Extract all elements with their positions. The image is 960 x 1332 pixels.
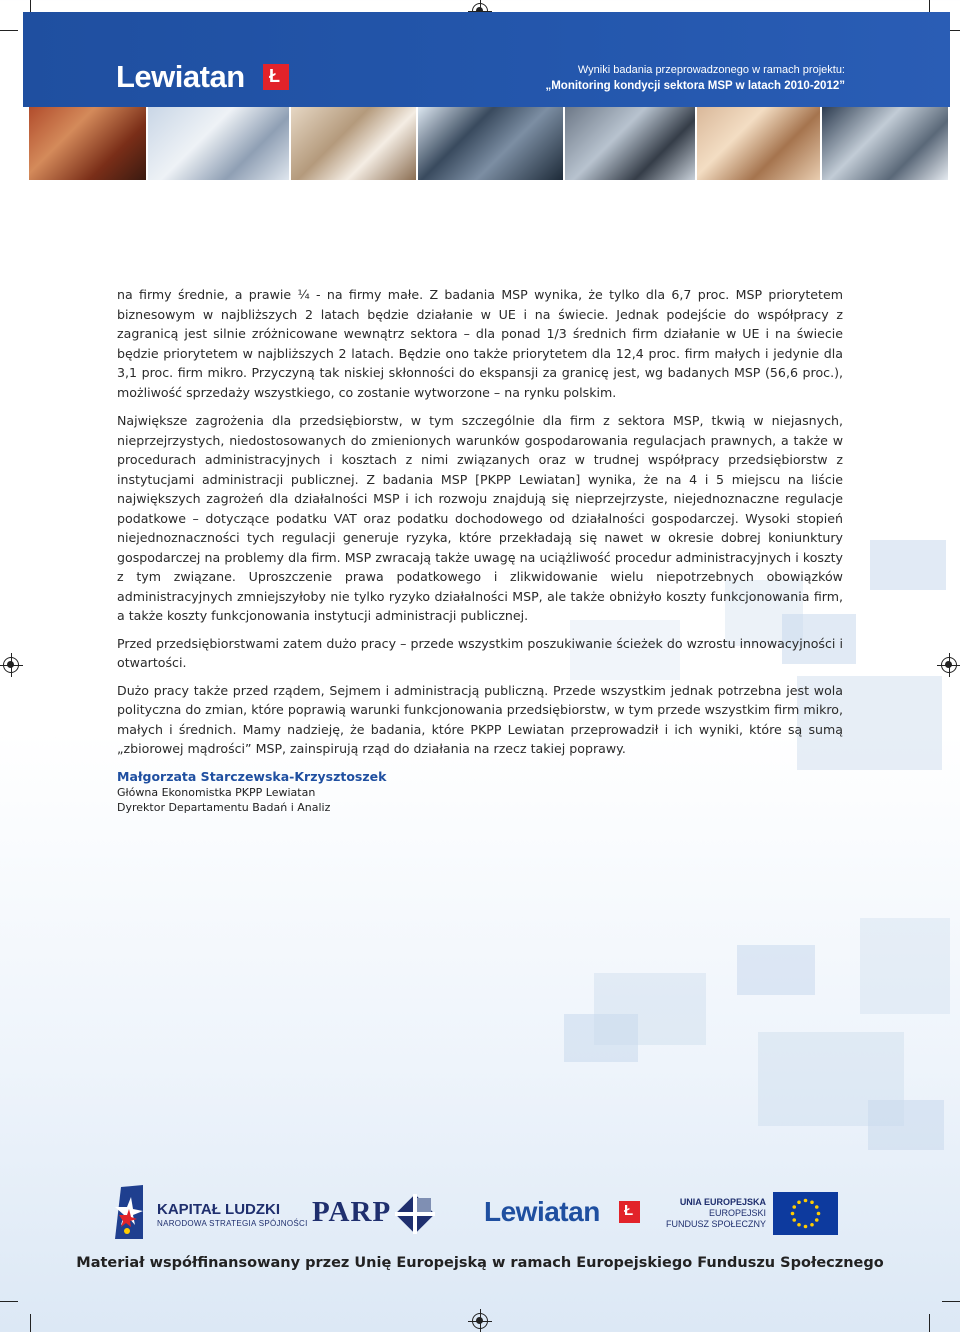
eu-star [817,1212,821,1216]
author-name: Małgorzata Starczewska-Krzysztoszek [117,769,387,784]
registration-mark-icon [941,657,957,673]
registration-mark-icon [472,1313,488,1329]
paragraph: Przed przedsiębiorstwami zatem dużo pracy – przede wszystkim poszukiwanie ścieżek do wzrostu innowacyjności i otwartości. [117,635,843,670]
photo-women-meeting [291,107,416,180]
decor-square [564,1014,638,1062]
header-subtitle [545,62,845,94]
decor-square [737,945,815,995]
lewiatan-logo: Lewiatan [116,59,245,94]
eu-star [797,1223,801,1227]
eu-flag-icon [773,1192,838,1235]
kapital-ludzki-logo-icon [113,1185,145,1239]
kapital-ludzki-text [157,1202,308,1230]
crop-mark [929,1314,930,1332]
signature-block [117,769,386,815]
author-role: Dyrektor Departamentu Badań i Analiz [117,801,331,814]
lewiatan-footer-flag-icon: Ł [619,1201,640,1223]
eu-star [815,1205,819,1209]
paragraph: Dużo pracy także przed rządem, Sejmem i administracją publiczną. Przede wszystkim jednak potrzebna jest wola polityczna do zmian, które poprawią warunki funkcjonowania przedsiębiorstw, w tym przede wszystkim firm mikro, małych i średnich. Mamy nadzieję, że badania, które PKPP Lewiatan przeprowadził i ich wyniki, które są sumą „zbiorowej mądrości” MSP, zainspirują rząd do działania na rzecz takiej poprawy. [117,682,843,756]
decor-square [868,1100,944,1150]
crop-mark [942,1301,960,1302]
parp-logo: PARP [312,1196,392,1228]
crop-mark [30,1314,31,1332]
lewiatan-flag-icon: Ł [263,64,289,90]
decor-square [870,540,946,590]
parp-mark-icon [393,1192,437,1236]
eu-line3: FUNDUSZ SPOŁECZNY [665,1219,766,1229]
decor-square [860,918,950,1014]
crop-mark [0,30,18,31]
eu-star [804,1199,808,1203]
kapital-ludzki-subtitle: NARODOWA STRATEGIA SPÓJNOŚCI [157,1219,308,1228]
photo-strip [29,107,950,180]
eu-star [791,1212,795,1216]
eu-star [792,1218,796,1222]
kapital-ludzki-title: KAPITAŁ LUDZKI [157,1201,281,1218]
eu-star [797,1200,801,1204]
header-project-title: „Monitoring kondycji sektora MSP w latach 2010-2012” [545,80,845,92]
photo-engineer [148,107,290,180]
eu-star [810,1200,814,1204]
author-role: Główna Ekonomistka PKPP Lewiatan [117,786,316,799]
photo-conference [822,107,948,180]
eu-star [804,1225,808,1229]
eu-star [815,1218,819,1222]
photo-mother-child [697,107,821,180]
header-subtitle-line1: Wyniki badania przeprowadzonego w ramach projektu: [577,64,845,76]
lewiatan-footer-logo: Lewiatan [484,1196,600,1227]
paragraph: Największe zagrożenia dla przedsiębiorstw, w tym szczególnie dla firm z sektora MSP, tkwią w niejasnych, nieprzejrzystych, niedostosowanych do zmienionych warunków gospodarowania regulacjach prawnych, a także w procedurach administracyjnych i kosztach z nimi związanych oraz w trudnej współpracy przedsiębiorstw z instytucjami administracji publicznej. Z badania MSP [PKPP Lewiatan] wynika, że na 4 i 5 miejscu na liście największych zagrożeń dla działalności MSP i ich rozwoju znajdują się nieprzejrzyste, niejednoznaczne regulacje podatkowe – dotyczące podatku VAT oraz podatku dochodowego od działalności gospodarczej. Wysoki stopień niejednoznaczności tych regulacji generuje ryzyka, które przekładają się nawet w okresie dobrej koniunktury gospodarczej na problemy dla firm. MSP zwracają także uwagę na uciążliwość procedur administracyjnych i koszty z tym związane. Uproszczenie prawa podatkowego i zlikwidowanie wielu niepotrzebnych obowiązków administracyjnych zmniejszyłoby nie tylko ryzyko działalności MSP, ale także obniżyło koszty funkcjonowania firm, a także koszty funkcjonowania instytucji administracji publicznej. [117,413,843,623]
eu-line2: EUROPEJSKI [708,1208,766,1218]
registration-mark-icon [3,657,19,673]
eu-star [810,1223,814,1227]
photo-workshop [29,107,146,180]
cofinancing-note: Materiał współfinansowany przez Unię Europejską w ramach Europejskiego Funduszu Społecznego [76,1255,884,1271]
eu-text [666,1197,766,1230]
photo-businessmen [418,107,563,180]
eu-line1: UNIA EUROPEJSKA [679,1197,766,1207]
header-banner [23,12,950,107]
paragraph: na firmy średnie, a prawie ¼ - na firmy małe. Z badania MSP wynika, że tylko dla 6,7 proc. MSP priorytetem biznesowym w najbliższych 2 latach będzie działanie w UE i na świecie. Jednak podejście do współpracy z zagranicą jest silnie zróżnicowane wewnątrz sektora – dla ponad 1/3 średnich firm działanie w UE i na świecie będzie priorytetem w najbliższych 2 latach. Będzie ono także priorytetem dla 12,4 proc. firm małych i jedynie dla 3,1 proc. firm mikro. Przyczyną tak niskiej skłonności do ekspansji za granicę jest, wg badanych MSP (56,6 proc.), możliwość sprzedaży wszystkiego, co zostanie wytworzone – na rynku polskim. [117,287,843,400]
crop-mark [0,1301,18,1302]
eu-star [792,1205,796,1209]
photo-laptop [565,107,695,180]
article-body [117,285,843,767]
